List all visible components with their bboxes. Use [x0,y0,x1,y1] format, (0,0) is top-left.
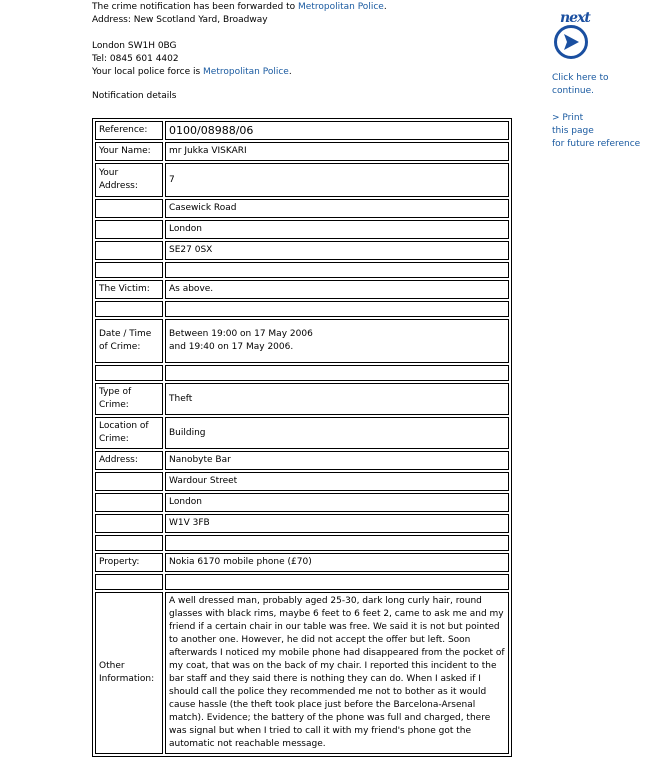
crime-address-label: Address: [95,451,163,470]
victim-value: As above. [165,280,509,299]
next-word: next [560,10,590,26]
empty-value [165,262,509,278]
crime-address-line-2: Wardour Street [165,472,509,491]
table-row [95,592,509,754]
table-row [95,163,509,197]
property-value: Nokia 6170 mobile phone (£70) [165,553,509,572]
print-link[interactable] [552,112,648,151]
tel-line: Tel: 0845 601 4402 [92,54,179,64]
victim-label: The Victim: [95,280,163,299]
datetime-line-1: Between 19:00 on 17 May 2006 [169,329,313,339]
empty-label [95,472,163,491]
forwarded-suffix: . [383,2,387,12]
table-row [95,199,509,218]
print-line-1: > Print [552,113,584,123]
empty-label [95,493,163,512]
datetime-value [165,319,509,363]
address-line: Address: New Scotland Yard, Broadway [92,15,268,25]
table-row [95,472,509,491]
local-force-line [92,66,532,79]
empty-label [95,301,163,317]
empty-label [95,199,163,218]
empty-label [95,241,163,260]
local-force-text: Your local police force is [92,67,204,77]
table-row [95,417,509,449]
forwarded-police-link[interactable]: Metropolitan Police [298,2,384,12]
table-row [95,365,509,381]
table-row [95,241,509,260]
table-row [95,383,509,415]
crime-address-line-3: London [165,493,509,512]
empty-value [165,574,509,590]
empty-label [95,514,163,533]
table-row [95,535,509,551]
location-value: Building [165,417,509,449]
other-info-value: A well dressed man, probably aged 25-30, dark long curly hair, round glasses with black rims, maybe 6 feet to 6 feet 2, came to ask me and my friend if a certain chair in our table was free. We said it is not but pointed to another one. However, he did not accept the offer but left. Soon afterwards I noticed my mobile phone had disappeared from the pocket of my coat, that was on the back of my chair. I reported this incident to the bar staff and they said there is nothing they can do. When I asked if I should call the police they recommended me not to bother as it would cause hassle (the theft took place just before the Barcelona-Arsenal match). Evidence; the battery of the phone was full and charged, there was signal but when I tried to call it with my friend's phone got the automatic not reachable message. [165,592,509,754]
empty-label [95,262,163,278]
location-label: Location of Crime: [95,417,163,449]
next-button[interactable] [554,12,594,64]
table-row [95,553,509,572]
continue-line-2: continue. [552,86,594,96]
continue-line-1: Click here to [552,73,609,83]
empty-label [95,574,163,590]
address-line-3: London [165,220,509,239]
table-row [95,514,509,533]
table-row [95,280,509,299]
print-line-2: this page [552,126,594,136]
reference-value: 0100/08988/06 [165,121,509,140]
table-row [95,574,509,590]
empty-value [165,365,509,381]
table-row [95,262,509,278]
type-label: Type of Crime: [95,383,163,415]
intro-block [92,1,532,79]
forwarded-line [92,1,532,14]
continue-link[interactable] [552,72,648,98]
table-row [95,451,509,470]
table-row [95,301,509,317]
name-value: mr Jukka VISKARI [165,142,509,161]
address-label: Your Address: [95,163,163,197]
next-arrow-icon [554,25,588,59]
empty-label [95,365,163,381]
sidebar [552,12,648,151]
crime-address-line-4: W1V 3FB [165,514,509,533]
local-force-suffix: . [288,67,292,77]
address-line-2: Casewick Road [165,199,509,218]
empty-value [165,301,509,317]
name-label: Your Name: [95,142,163,161]
print-line-3: for future reference [552,139,641,149]
notification-details-heading: Notification details [92,91,177,101]
table-row [95,142,509,161]
empty-label [95,220,163,239]
table-row [95,121,509,140]
table-row [95,493,509,512]
postcode-line: London SW1H 0BG [92,41,177,51]
forwarded-text: The crime notification has been forwarded to [92,2,299,12]
table-row [95,220,509,239]
datetime-line-2: and 19:40 on 17 May 2006. [169,342,294,352]
type-value: Theft [165,383,509,415]
table-row [95,319,509,363]
datetime-label: Date / Time of Crime: [95,319,163,363]
reference-label: Reference: [95,121,163,140]
address-line-1: 7 [165,163,509,197]
notification-details-table [92,118,512,757]
crime-address-line-1: Nanobyte Bar [165,451,509,470]
address-line-4: SE27 0SX [165,241,509,260]
property-label: Property: [95,553,163,572]
empty-label [95,535,163,551]
other-info-label: Other Information: [95,592,163,754]
empty-value [165,535,509,551]
local-police-link[interactable]: Metropolitan Police [203,67,289,77]
